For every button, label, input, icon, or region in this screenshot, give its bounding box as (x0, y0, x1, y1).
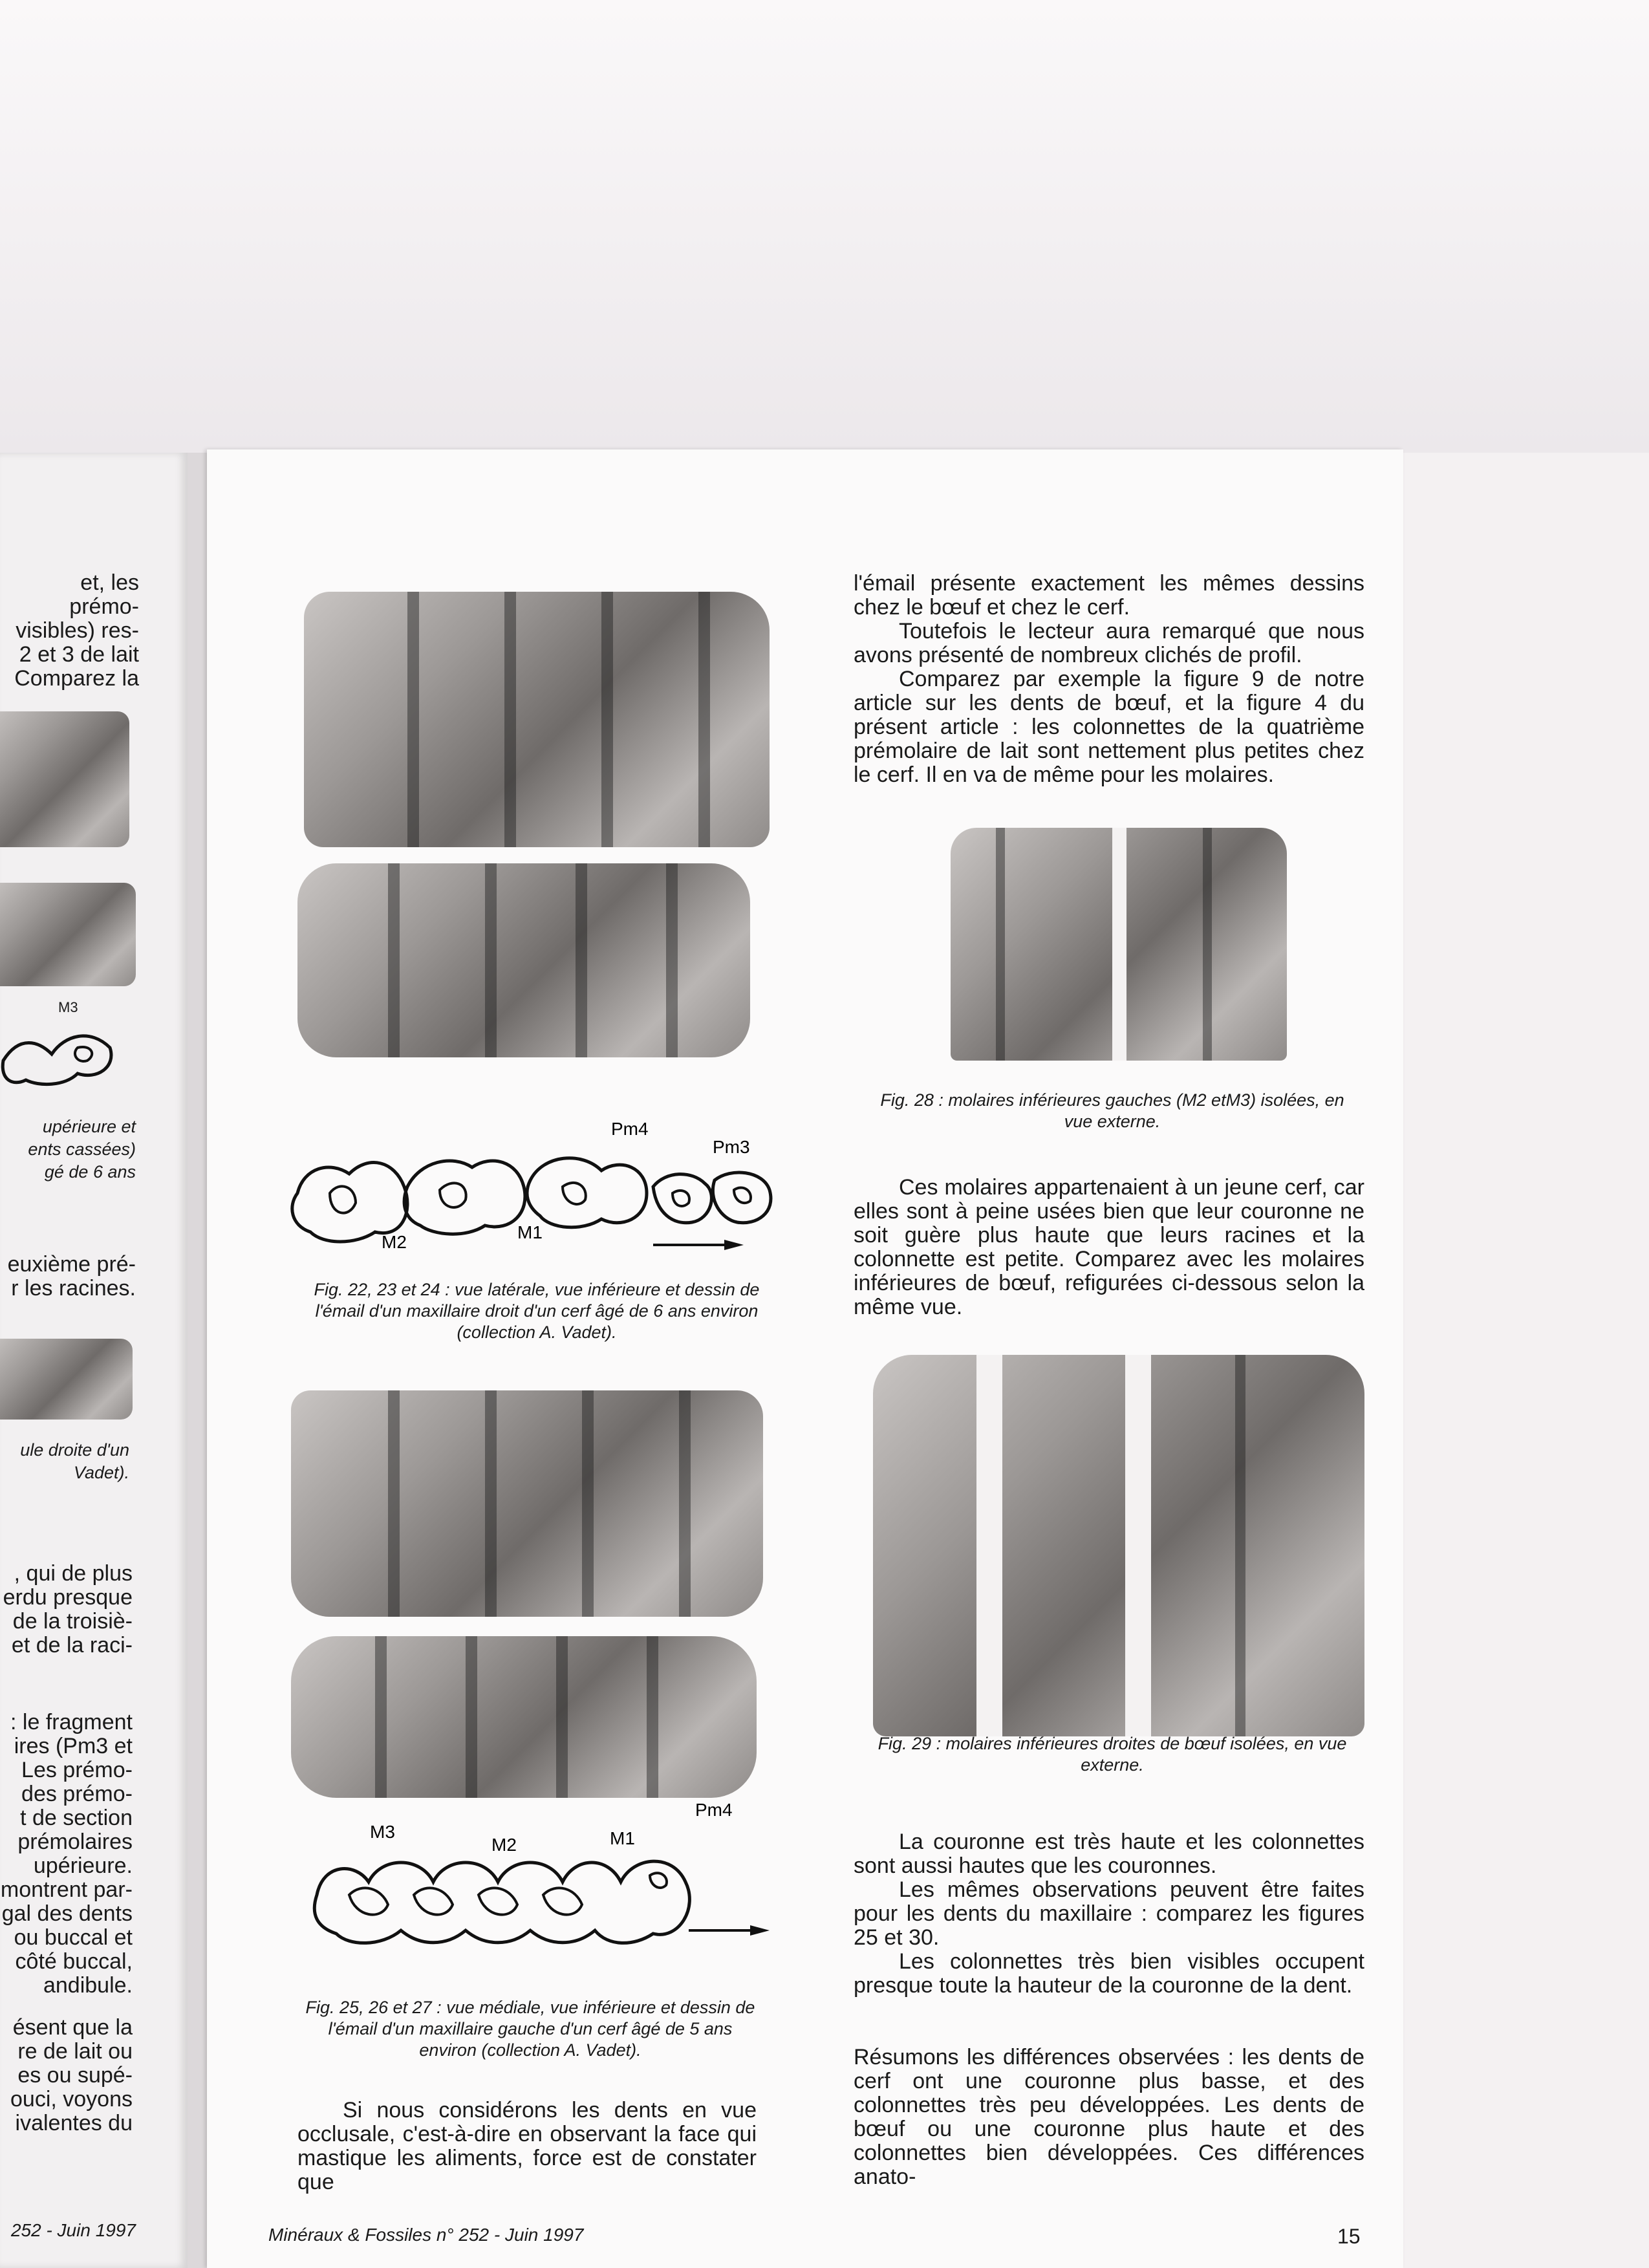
right-paragraph-3: Comparez par exemple la figure 9 de notre article sur les dents de bœuf, et la figure 4 du présent article : les colonnettes de la quatrième prémolaire de lait sont nettement plus petites chez le cerf. Il en va de même pour les molaires. (854, 667, 1364, 787)
left-facing-page (0, 453, 188, 2268)
left-line: 2 et 3 de lait (19, 642, 139, 667)
left-line: ouci, voyons (10, 2087, 133, 2111)
left-line: r les racines. (11, 1276, 136, 1301)
left-m3-label: M3 (58, 999, 78, 1015)
left-line: ivalentes du (15, 2111, 133, 2135)
left-caption-b (0, 1439, 129, 1484)
left-text-block-b (0, 1253, 136, 1301)
left-caption-line: gé de 6 ans (44, 1162, 136, 1182)
left-caption-line: upérieure et (42, 1117, 136, 1136)
left-caption-a (0, 1116, 136, 1183)
fig28-molars-photo (951, 828, 1287, 1061)
left-line: andibule. (43, 1973, 133, 1998)
left-text-block-e (0, 2016, 133, 2135)
direction-arrow-head (724, 1240, 744, 1250)
right-paragraph-4: Ces molaires appartenaient à un jeune cerf, car elles sont à peine usées bien que leur couronne ne soit guère plus haute que leurs racines et la colonnette est petite. Comparez avec les molaires inférieures de bœuf, refigurées ci-dessous selon la même vue. (854, 1175, 1364, 1319)
label-m3: M3 (370, 1822, 395, 1842)
right-column-bottom (854, 1830, 1364, 1998)
left-line: : le fragment (10, 1710, 133, 1734)
label-m2: M2 (491, 1835, 517, 1855)
left-caption-line: ents cassées) (28, 1139, 136, 1159)
label-m1: M1 (610, 1828, 635, 1848)
right-paragraph-8: Résumons les différences observées : les dents de cerf ont une couronne plus basse, et des colonnettes très peu développées. Les dents de bœuf ou une couronne plus haute et des colonnettes bien développées. Ces différences anato- (854, 2045, 1364, 2189)
label-pm4: Pm4 (611, 1119, 649, 1139)
left-text-block-a (6, 571, 139, 691)
left-line: euxième pré- (7, 1252, 136, 1277)
right-paragraph-1: l'émail présente exactement les mêmes dessins chez le bœuf et chez le cerf. (854, 571, 1364, 620)
left-line: t de section (20, 1806, 133, 1830)
left-line: erdu presque (3, 1585, 133, 1610)
left-photo-3 (0, 1339, 133, 1420)
right-paragraph-6: Les mêmes observations peuvent être faites pour les dents du maxillaire : comparez les figures 25 et 30. (854, 1877, 1364, 1950)
left-line: gal des dents (1, 1901, 133, 1926)
label-m1: M1 (517, 1222, 543, 1242)
left-line: prémolaires (17, 1830, 133, 1854)
page-gutter (188, 453, 207, 2268)
left-photo-1 (0, 711, 129, 847)
right-paragraph-7: Les colonnettes très bien visibles occupent presque toute la hauteur de la couronne de la dent. (854, 1949, 1364, 1998)
right-paragraph-5: La couronne est très haute et les colonnettes sont aussi hautes que les couronnes. (854, 1830, 1364, 1878)
left-line: es ou supé- (17, 2063, 133, 2088)
fig22-lateral-photo (304, 592, 770, 847)
left-line: de la troisiè- (12, 1609, 133, 1634)
left-text-block-c (0, 1562, 133, 1658)
left-line: visibles) res- (16, 618, 139, 643)
left-line: upérieure. (33, 1853, 133, 1878)
page-number: 15 (1337, 2225, 1361, 2248)
scan-background (0, 0, 1649, 453)
left-caption-line: Vadet). (73, 1463, 129, 1482)
right-column-top (854, 572, 1364, 787)
left-line: , qui de plus (14, 1561, 133, 1586)
label-pm3: Pm3 (713, 1137, 750, 1157)
left-caption-line: ule droite d'un (20, 1440, 129, 1460)
fig23-inferior-photo (297, 863, 750, 1057)
left-line: re de lait ou (17, 2039, 133, 2064)
right-paragraph-2: Toutefois le lecteur aura remarqué que nous avons présenté de nombreux clichés de profil. (854, 619, 1364, 667)
left-line: et de la raci- (11, 1633, 133, 1658)
left-enamel-drawing (0, 1022, 123, 1093)
fig24-enamel-drawing (285, 1116, 789, 1264)
left-photo-2 (0, 883, 136, 986)
left-line: et, les prémo- (69, 570, 139, 619)
left-line: ou buccal et (14, 1925, 133, 1950)
fig26-inferior-photo (291, 1636, 757, 1798)
left-line: des prémo- (21, 1782, 133, 1806)
fig25-27-caption: Fig. 25, 26 et 27 : vue médiale, vue inférieure et dessin de l'émail d'un maxillaire gauche d'un cerf âgé de 5 ans environ (collection A. Vadet). (305, 1998, 755, 2060)
label-m2: M2 (382, 1232, 407, 1252)
left-line: Comparez la (14, 666, 139, 691)
left-line: côté buccal, (15, 1949, 133, 1974)
center-paragraph: Si nous considérons les dents en vue occlusale, c'est-à-dire en observant la face qui mastique les aliments, force est de constater que (297, 2098, 757, 2194)
fig22-24-caption: Fig. 22, 23 et 24 : vue latérale, vue inférieure et dessin de l'émail d'un maxillaire droit d'un cerf âgé de 6 ans environ (collection A. Vadet). (314, 1280, 760, 1342)
left-line: Les prémo- (21, 1758, 133, 1782)
fig25-medial-photo (291, 1390, 763, 1617)
fig29-caption: Fig. 29 : molaires inférieures droites de bœuf isolées, en vue externe. (878, 1734, 1347, 1775)
left-line: ésent que la (12, 2015, 133, 2040)
fig27-enamel-drawing (297, 1791, 776, 1966)
label-pm4: Pm4 (695, 1800, 733, 1820)
fig29-ox-molars-photo (873, 1355, 1364, 1736)
left-line: montrent par- (0, 1877, 133, 1902)
left-text-block-d (0, 1711, 133, 1998)
fig28-caption: Fig. 28 : molaires inférieures gauches (M2 etM3) isolées, en vue externe. (880, 1090, 1344, 1131)
left-footer: 252 - Juin 1997 (10, 2220, 136, 2240)
left-line: ires (Pm3 et (14, 1734, 133, 1758)
direction-arrow-head (750, 1925, 770, 1936)
journal-footer: Minéraux & Fossiles n° 252 - Juin 1997 (268, 2225, 584, 2245)
